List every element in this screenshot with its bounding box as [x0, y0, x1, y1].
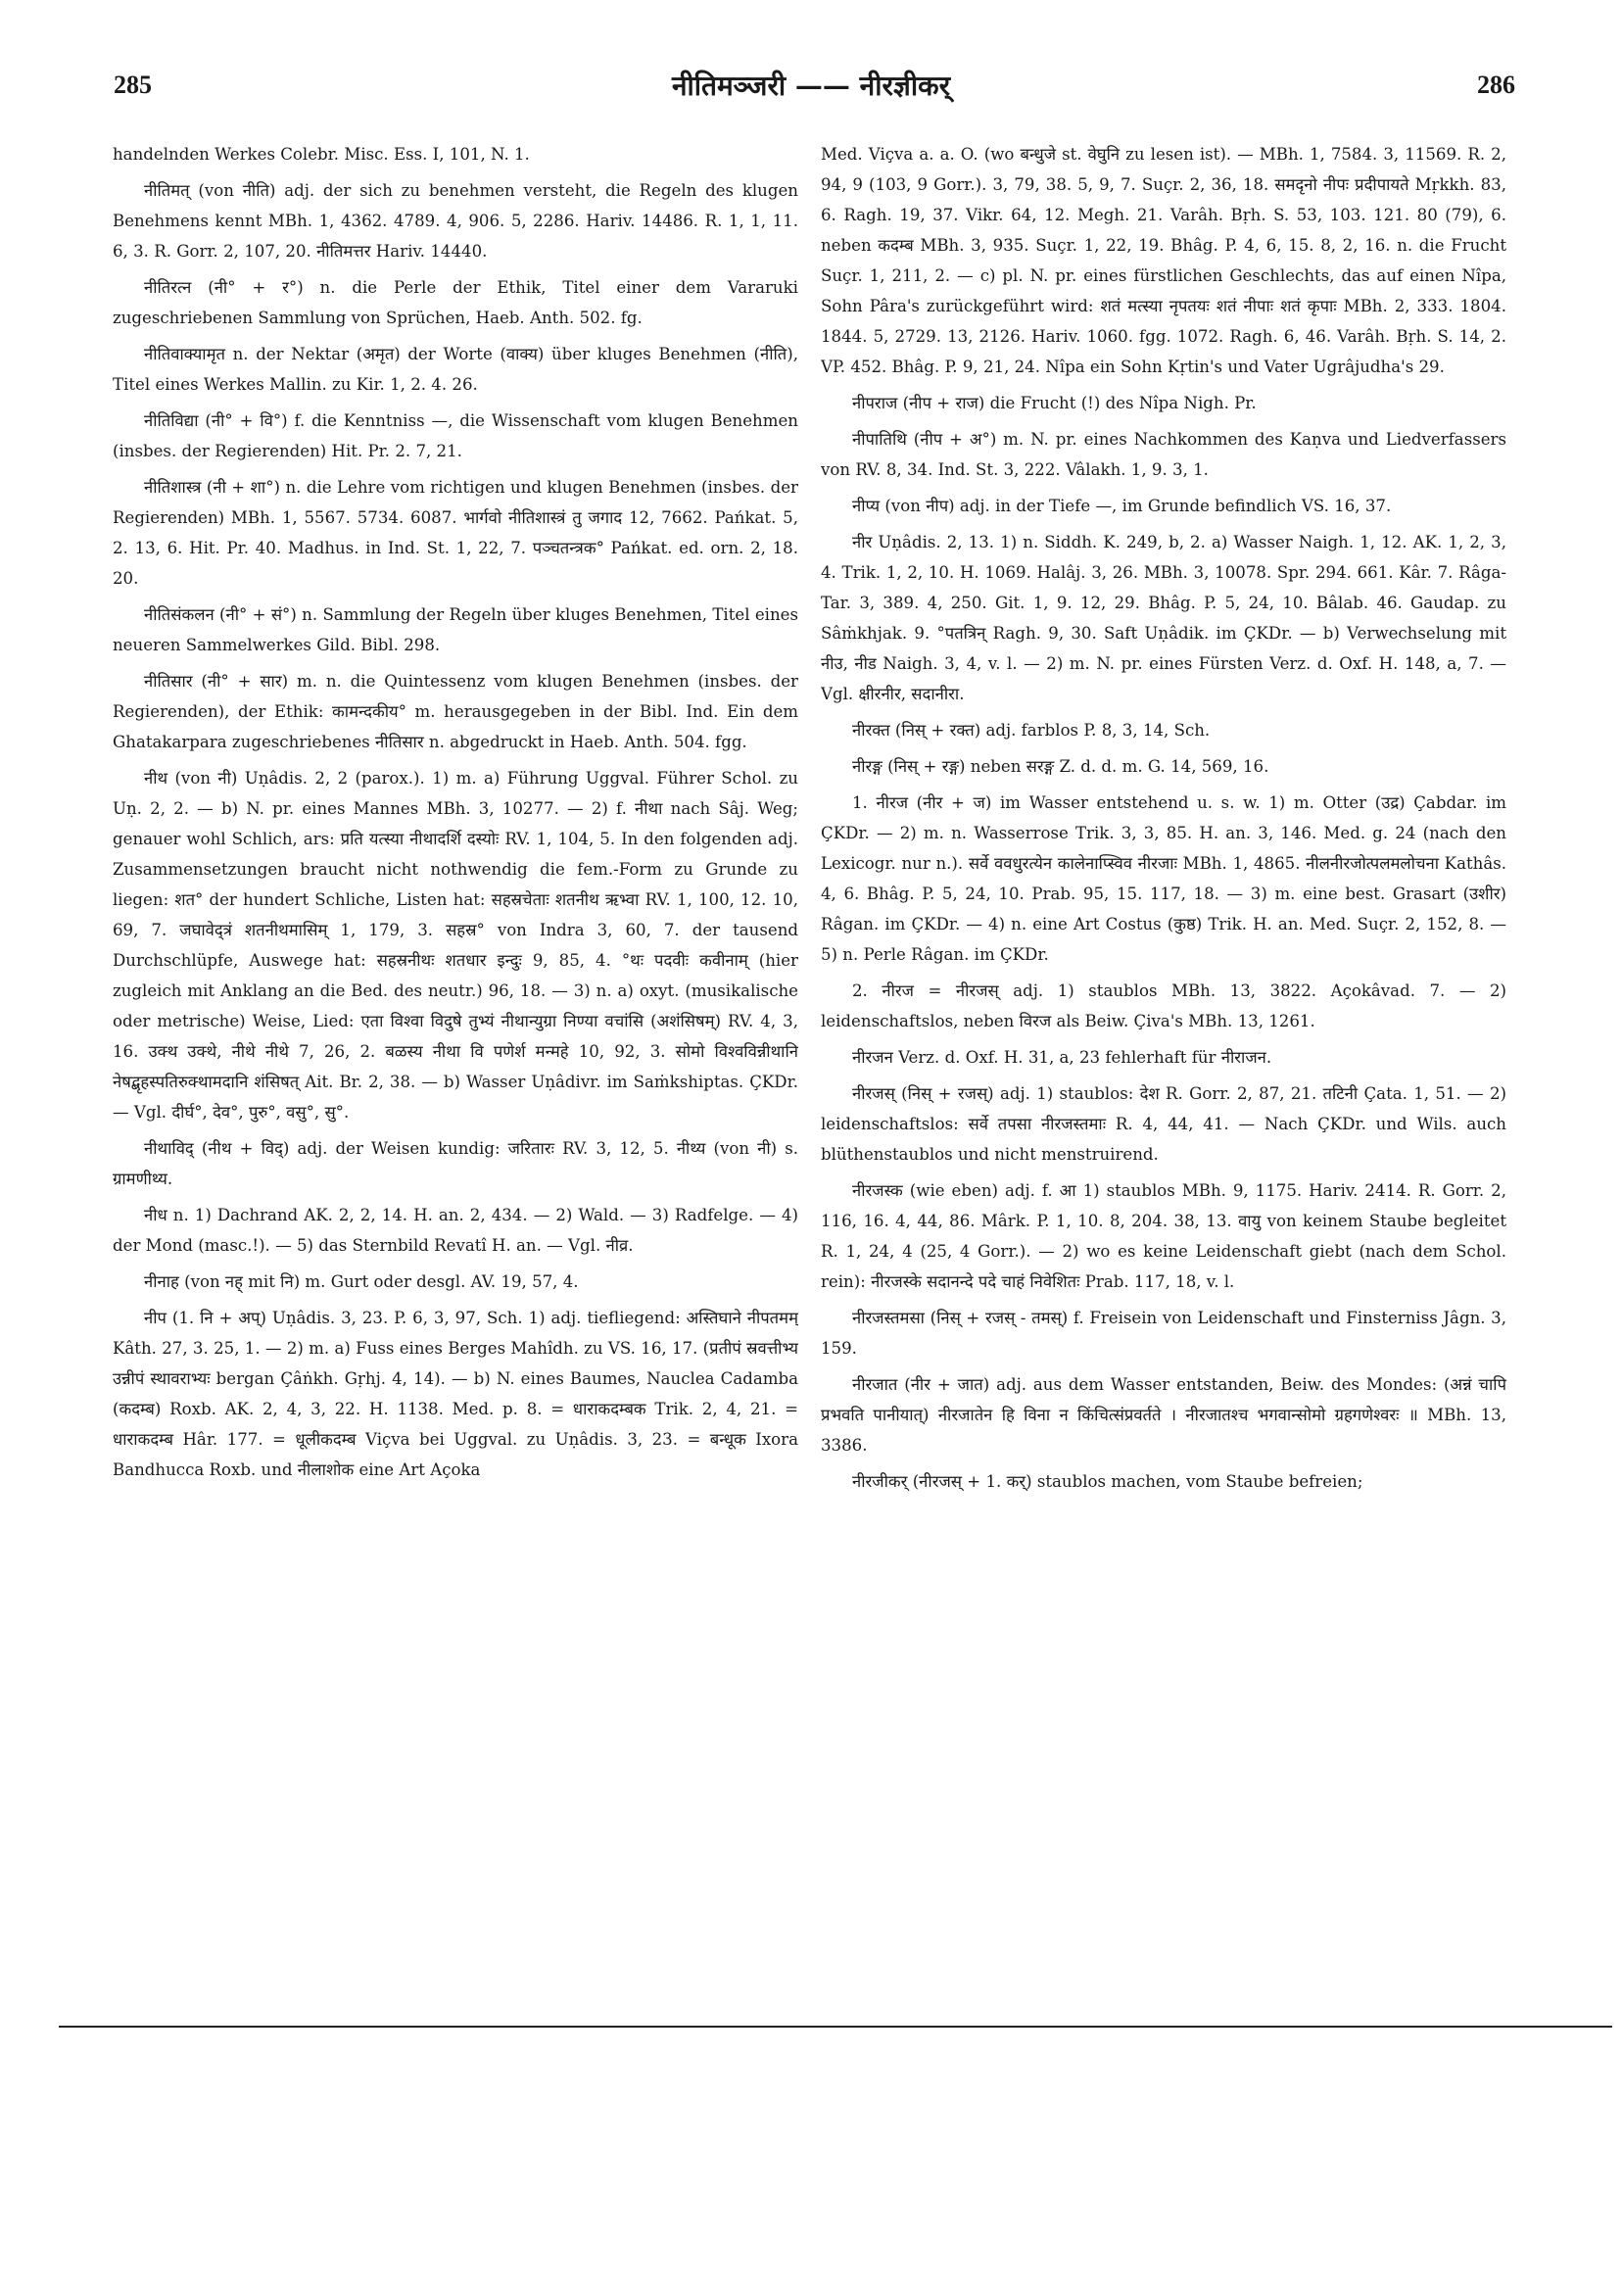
- dictionary-entry: नीपराज (नीप + राज) die Frucht (!) des Nîpa Nigh. Pr.: [852, 394, 1257, 412]
- dictionary-entry: नीतिसार (नी° + सार) m. n. die Quintessenz vom klugen Benehmen (insbes. der Regierenden), der Ethik: कामन्दकीय° m. herausgegeben in der Bibl. Ind. Ein dem Ghatakarpara zugeschriebenes नीतिसार n. abgedruckt in Haeb. Anth. 504. fgg.: [113, 672, 798, 751]
- dictionary-entry: नीथाविद् (नीथ + विद्) adj. der Weisen kundig: जरितारः RV. 3, 12, 5. नीथ्य (von नी) s. ग्रामणीथ्य.: [113, 1139, 798, 1188]
- dictionary-entry: नीर Uṇâdis. 2, 13. 1) n. Siddh. K. 249, b, 2. a) Wasser Naigh. 1, 12. AK. 1, 2, 3, 4. Trik. 1, 2, 10. H. 1069. Halâj. 3, 26. MBh. 3, 10078. Spr. 294. 661. Kâr. 7. Râga-Tar. 3, 389. 4, 250. Git. 1, 9. 12, 29. Bhâg. P. 5, 24, 10. Bâlab. 46. Gaudap. zu Sâṁkhjak. 9. °पतत्रिन् Ragh. 9, 30. Saft Uṇâdik. im ÇKDr. — b) Verwechselung mit नीउ, नीड Naigh. 3, 4, v. l. — 2) m. N. pr. eines Fürsten Verz. d. Oxf. H. 148, a, 7. — Vgl. क्षीरनीर, सदानीरा.: [821, 533, 1506, 703]
- dictionary-entry: Med. Viçva a. a. O. (wo बन्धुजे st. वेघुनि zu lesen ist). — MBh. 1, 7584. 3, 11569. R. 2, 94, 9 (103, 9 Gorr.). 3, 79, 38. 5, 9, 7. Suçr. 2, 36, 18. समदृनो नीपः प्रदीपायते Mṛkkh. 83, 6. Ragh. 19, 37. Vikr. 64, 12. Megh. 21. Varâh. Bṛh. S. 53, 103. 121. 80 (79), 6. neben कदम्ब MBh. 3, 935. Suçr. 1, 22, 19. Bhâg. P. 4, 6, 15. 8, 2, 16. n. die Frucht Suçr. 1, 211, 2. — c) pl. N. pr. eines fürstlichen Geschlechts, das auf einen Nîpa, Sohn Pâra's zurückgeführt wird: शतं मत्स्या नृपतयः शतं नीपाः शतं कृपाः MBh. 2, 333. 1804. 1844. 5, 2729. 13, 2126. Hariv. 1060. fgg. 1072. Ragh. 6, 46. Varâh. Bṛh. S. 14, 2. VP. 452. Bhâg. P. 9, 21, 24. Nîpa ein Sohn Kṛtin's und Vater Ugrâjudha's 29.: [821, 145, 1506, 376]
- dictionary-entry: नीप्य (von नीप) adj. in der Tiefe —, im Grunde befindlich VS. 16, 37.: [852, 497, 1392, 515]
- left-column: [113, 139, 798, 1932]
- dictionary-entry: नीप (1. नि + अप्) Uṇâdis. 3, 23. P. 6, 3, 97, Sch. 1) adj. tiefliegend: अस्तिघाने नीपतमम् Kâth. 27, 3. 25, 1. — 2) m. a) Fuss eines Berges Mahîdh. zu VS. 16, 17. (प्रतीपं स्रवत्तीभ्य उन्नीपं स्थावराभ्यः bergan Çâṅkh. Gṛhj. 4, 14). — b) N. eines Baumes, Nauclea Cadamba (कदम्ब) Roxb. AK. 2, 4, 3, 22. H. 1138. Med. p. 8. = धाराकदम्बक Trik. 2, 4, 21. = धाराकदम्ब Hâr. 177. = धूलीकदम्ब Viçva bei Uggval. zu Uṇâdis. 3, 23. = बन्धूक Ixora Bandhucca Roxb. und नीलाशोक eine Art Açoka: [113, 1309, 798, 1479]
- dictionary-entry: नीतिरत्न (नी° + र°) n. die Perle der Ethik, Titel einer dem Vararuki zugeschriebenen Sammlung von Sprüchen, Haeb. Anth. 502. fg.: [113, 278, 798, 327]
- dictionary-entry: नीरजस्क (wie eben) adj. f. आ 1) staublos MBh. 9, 1175. Hariv. 2414. R. Gorr. 2, 116, 16. 4, 44, 86. Mârk. P. 1, 10. 8, 204. 38, 13. वायु von keinem Staube begleitet R. 1, 24, 4 (25, 4 Gorr.). — 2) wo es keine Leidenschaft giebt (nach dem Schol. rein): नीरजस्के सदानन्दे पदे चाहं निवेशितः Prab. 117, 18, v. l.: [821, 1181, 1506, 1291]
- dictionary-entry: नीथ (von नी) Uṇâdis. 2, 2 (parox.). 1) m. a) Führung Uggval. Führer Schol. zu Uṇ. 2, 2. — b) N. pr. eines Mannes MBh. 3, 10277. — 2) f. नीथा nach Sâj. Weg; genauer wohl Schlich, ars: प्रति यत्स्या नीथादर्शि दस्योः RV. 1, 104, 5. In den folgenden adj. Zusammensetzungen braucht nicht nothwendig die fem.-Form zu Grunde zu liegen: शत° der hundert Schliche, Listen hat: सहस्रचेताः शतनीथ ऋभ्वा RV. 1, 100, 12. 10, 69, 7. जघावेद्त्रं शतनीथमासिम् 1, 179, 3. सहस्र° von Indra 3, 60, 7. der tausend Durchschlüpfe, Auswege hat: सहस्रनीथः शतधार इन्दुः 9, 85, 4. °थः पदवीः कवीनाम् (hier zugleich mit Anklang an die Bed. des neutr.) 96, 18. — 3) n. a) oxyt. (musikalische oder metrische) Weise, Lied: एता विश्वा विदुषे तुभ्यं नीथान्युग्रा निण्या वचांसि (अशंसिषम्) RV. 4, 3, 16. उक्थ उक्थे, नीथे नीथे 7, 26, 2. बळस्य नीथा वि पणेर्श मन्महे 10, 92, 3. सोमो विश्वविन्नीथानि नेषद्बृहस्पतिरुक्थामदानि शंसिषत् Ait. Br. 2, 38. — b) Wasser Uṇâdivr. im Saṁkshiptas. ÇKDr. — Vgl. दीर्घ°, देव°, पुरु°, वसु°, सु°.: [113, 769, 798, 1122]
- dictionary-entry: नीतिशास्त्र (नी + शा°) n. die Lehre vom richtigen und klugen Benehmen (insbes. der Regierenden) MBh. 1, 5567. 5734. 6087. भार्गवो नीतिशास्त्रं तु जगाद 12, 7662. Pańkat. 5, 2. 13, 6. Hit. Pr. 40. Madhus. in Ind. St. 1, 22, 7. पञ्चतन्त्रक° Pańkat. ed. orn. 2, 18. 20.: [113, 478, 798, 588]
- dictionary-entry: 1. नीरज (नीर + ज) im Wasser entstehend u. s. w. 1) m. Otter (उद्र) Çabdar. im ÇKDr. — 2) m. n. Wasserrose Trik. 3, 3, 85. H. an. 3, 146. Med. g. 24 (nach den Lexicogr. nur n.). सर्वे ववधुरत्येन कालेनाप्स्विव नीरजाः MBh. 1, 4865. नीलनीरजोत्पलमलोचना Kathâs. 4, 6. Bhâg. P. 5, 24, 10. Prab. 95, 15. 117, 18. — 3) m. eine best. Grasart (उशीर) Râgan. im ÇKDr. — 4) n. eine Art Costus (कुष्ठ) Trik. H. an. Med. Suçr. 2, 152, 8. — 5) n. Perle Râgan. im ÇKDr.: [821, 793, 1506, 964]
- dictionary-entry: नीरजीकर् (नीरजस् + 1. कर्) staublos machen, vom Staube befreien;: [852, 1472, 1363, 1491]
- dictionary-entry: नीरजस्तमसा (निस् + रजस् - तमस्) f. Freisein von Leidenschaft und Finsterniss Jâgn. 3, 159.: [821, 1309, 1506, 1358]
- dictionary-entry: नीध n. 1) Dachrand AK. 2, 2, 14. H. an. 2, 434. — 2) Wald. — 3) Radfelge. — 4) der Mond (masc.!). — 5) das Sternbild Revatî H. an. — Vgl. नीव्र.: [113, 1206, 798, 1255]
- page-header: [0, 71, 1622, 110]
- running-title: नीतिमञ्जरी —— नीरज्ञीकर्: [671, 70, 951, 102]
- bottom-rule: [59, 2026, 1612, 2028]
- dictionary-entry: नीरक्त (निस् + रक्त) adj. farblos P. 8, 3, 14, Sch.: [852, 721, 1211, 740]
- dictionary-entry: नीतिसंकलन (नी° + सं°) n. Sammlung der Regeln über kluges Benehmen, Titel eines neueren Sammelwerkes Gild. Bibl. 298.: [113, 605, 798, 654]
- dictionary-entry: नीतिमत् (von नीति) adj. der sich zu benehmen versteht, die Regeln des klugen Benehmens kennt MBh. 1, 4362. 4789. 4, 906. 5, 2286. Hariv. 14486. R. 1, 1, 11. 6, 3. R. Gorr. 2, 107, 20. नीतिमत्तर Hariv. 14440.: [113, 181, 798, 261]
- dictionary-entry: नीतिवाक्यामृत n. der Nektar (अमृत) der Worte (वाक्य) über kluges Benehmen (नीति), Titel eines Werkes Mallin. zu Kir. 1, 2. 4. 26.: [113, 345, 798, 394]
- dictionary-entry: 2. नीरज = नीरजस् adj. 1) staublos MBh. 13, 3822. Açokâvad. 7. — 2) leidenschaftslos, neben विरज als Beiw. Çiva's MBh. 13, 1261.: [821, 981, 1506, 1030]
- dictionary-entry: नीरजन Verz. d. Oxf. H. 31, a, 23 fehlerhaft für नीराजन.: [852, 1048, 1272, 1067]
- dictionary-entry: handelnden Werkes Colebr. Misc. Ess. I, 101, N. 1.: [113, 145, 530, 164]
- dictionary-entry: नीतिविद्या (नी° + वि°) f. die Kenntniss —, die Wissenschaft vom klugen Benehmen (insbes. der Regierenden) Hit. Pr. 2. 7, 21.: [113, 411, 798, 460]
- left-page-number: 285: [114, 71, 152, 99]
- dictionary-entry: नीरङ्ग (निस् + रङ्ग) neben सरङ्ग Z. d. d. m. G. 14, 569, 16.: [852, 757, 1269, 776]
- dictionary-entry: नीरजात (नीर + जात) adj. aus dem Wasser entstanden, Beiw. des Mondes: (अन्नं चापि प्रभवति पानीयात्) नीरजातेन हि विना न किंचित्संप्रवर्तते । नीरजातश्च भगवान्सोमो ग्रहगणेश्वरः ॥ MBh. 13, 3386.: [821, 1375, 1506, 1455]
- dictionary-entry: नीरजस् (निस् + रजस्) adj. 1) staublos: देश R. Gorr. 2, 87, 21. तटिनी Çata. 1, 51. — 2) leidenschaftslos: सर्वे तपसा नीरजस्तमाः R. 4, 44, 41. — Nach ÇKDr. und Wils. auch blüthenstaublos und nicht menstruirend.: [821, 1084, 1506, 1164]
- right-column: [821, 139, 1506, 1932]
- right-page-number: 286: [1477, 71, 1515, 99]
- dictionary-entry: नीनाह (von नह् mit नि) m. Gurt oder desgl. AV. 19, 57, 4.: [144, 1272, 579, 1291]
- dictionary-entry: नीपातिथि (नीप + अ°) m. N. pr. eines Nachkommen des Kaṇva und Liedverfassers von RV. 8, 34. Ind. St. 3, 222. Vâlakh. 1, 9. 3, 1.: [821, 430, 1506, 479]
